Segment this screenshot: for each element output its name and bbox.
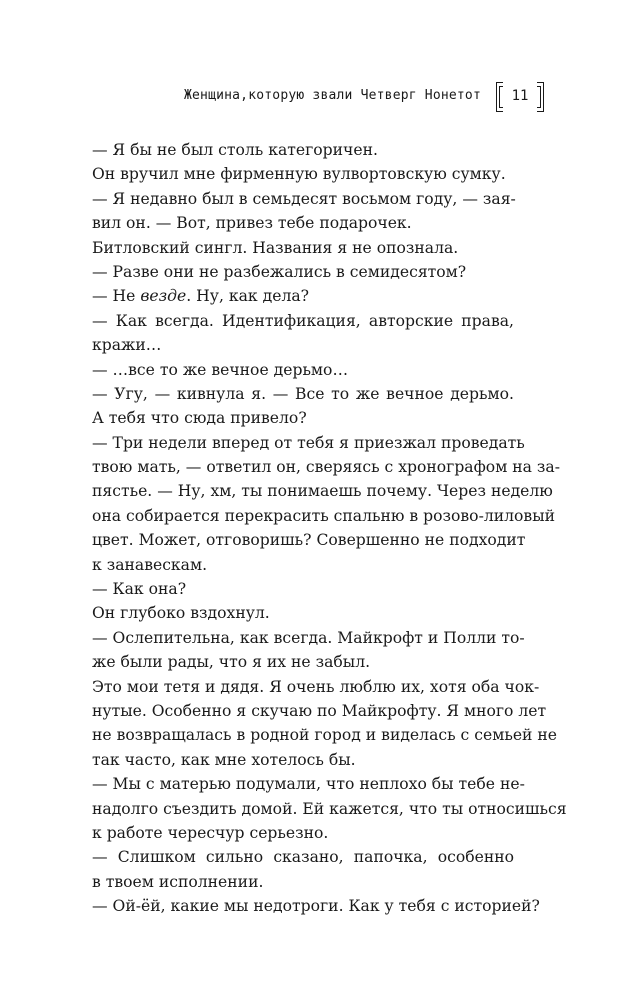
text-line: — Слишком сильно сказано, папочка, особенно (92, 848, 514, 867)
text-line: так часто, как мне хотелось бы. (92, 750, 356, 769)
text-line: — Угу, — кивнула я. — Все то же вечное дерьмо. (92, 384, 514, 403)
text-line: — Ослепительна, как всегда. Майкрофт и Полли то- (92, 628, 525, 647)
text-line: Битловский сингл. Названия я не опознала. (92, 238, 459, 257)
text-line (92, 284, 514, 308)
page-number: 11 (511, 88, 529, 104)
text-line: Он глубоко вздохнул. (92, 604, 270, 623)
body-text (92, 138, 567, 919)
text-line: — Три недели вперед от тебя я приезжал проведать (92, 433, 525, 452)
text-line: А тебя что сюда привело? (92, 409, 307, 428)
text-line: — Мы с матерью подумали, что неплохо бы тебе не- (92, 775, 525, 794)
text-line: к работе чересчур серьезно. (92, 823, 329, 842)
text-fragment: — Не (92, 287, 141, 306)
text-line: — …все то же вечное дерьмо… (92, 360, 349, 379)
text-line: — Ой-ёй, какие мы недотроги. Как у тебя с историей? (92, 897, 540, 916)
text-line: она собирается перекрасить спальню в розово-лиловый (92, 506, 556, 525)
text-line: — Как всегда. Идентификация, авторские права, (92, 311, 514, 330)
text-line: вил он. — Вот, привез тебе подарочек. (92, 214, 412, 233)
text-line: Это мои тетя и дядя. Я очень люблю их, хотя оба чок- (92, 677, 540, 696)
text-line: — Как она? (92, 580, 187, 599)
emphasis-word: везде (140, 287, 187, 306)
text-line: не возвращалась в родной город и виделась с семьей не (92, 726, 558, 745)
running-title: Женщина,которую звали Четверг Нонетот (184, 88, 481, 103)
text-line: — Разве они не разбежались в семидесятом? (92, 262, 467, 281)
text-line: — Я бы не был столь категоричен. (92, 141, 378, 159)
right-bracket-ornament (537, 82, 544, 112)
text-line: цвет. Может, отговоришь? Совершенно не подходит (92, 531, 526, 550)
running-head (60, 82, 560, 112)
text-line: кражи… (92, 336, 162, 355)
text-line: твою мать, — ответил он, сверяясь с хронографом на за- (92, 458, 560, 477)
text-line: надолго съездить домой. Ей кажется, что ты относишься (92, 799, 567, 818)
text-line: к занавескам. (92, 555, 208, 574)
page-number-box (496, 82, 544, 112)
text-line: в твоем исполнении. (92, 872, 264, 891)
text-line: Он вручил мне фирменную вулвортовскую сумку. (92, 165, 506, 184)
text-line: пястье. — Ну, хм, ты понимаешь почему. Через неделю (92, 482, 553, 501)
text-line: же были рады, что я их не забыл. (92, 653, 371, 672)
text-line: — Я недавно был в семьдесят восьмом году, — зая- (92, 189, 516, 208)
text-line: нутые. Особенно я скучаю по Майкрофту. Я много лет (92, 701, 547, 720)
text-fragment: . Ну, как дела? (186, 287, 310, 306)
